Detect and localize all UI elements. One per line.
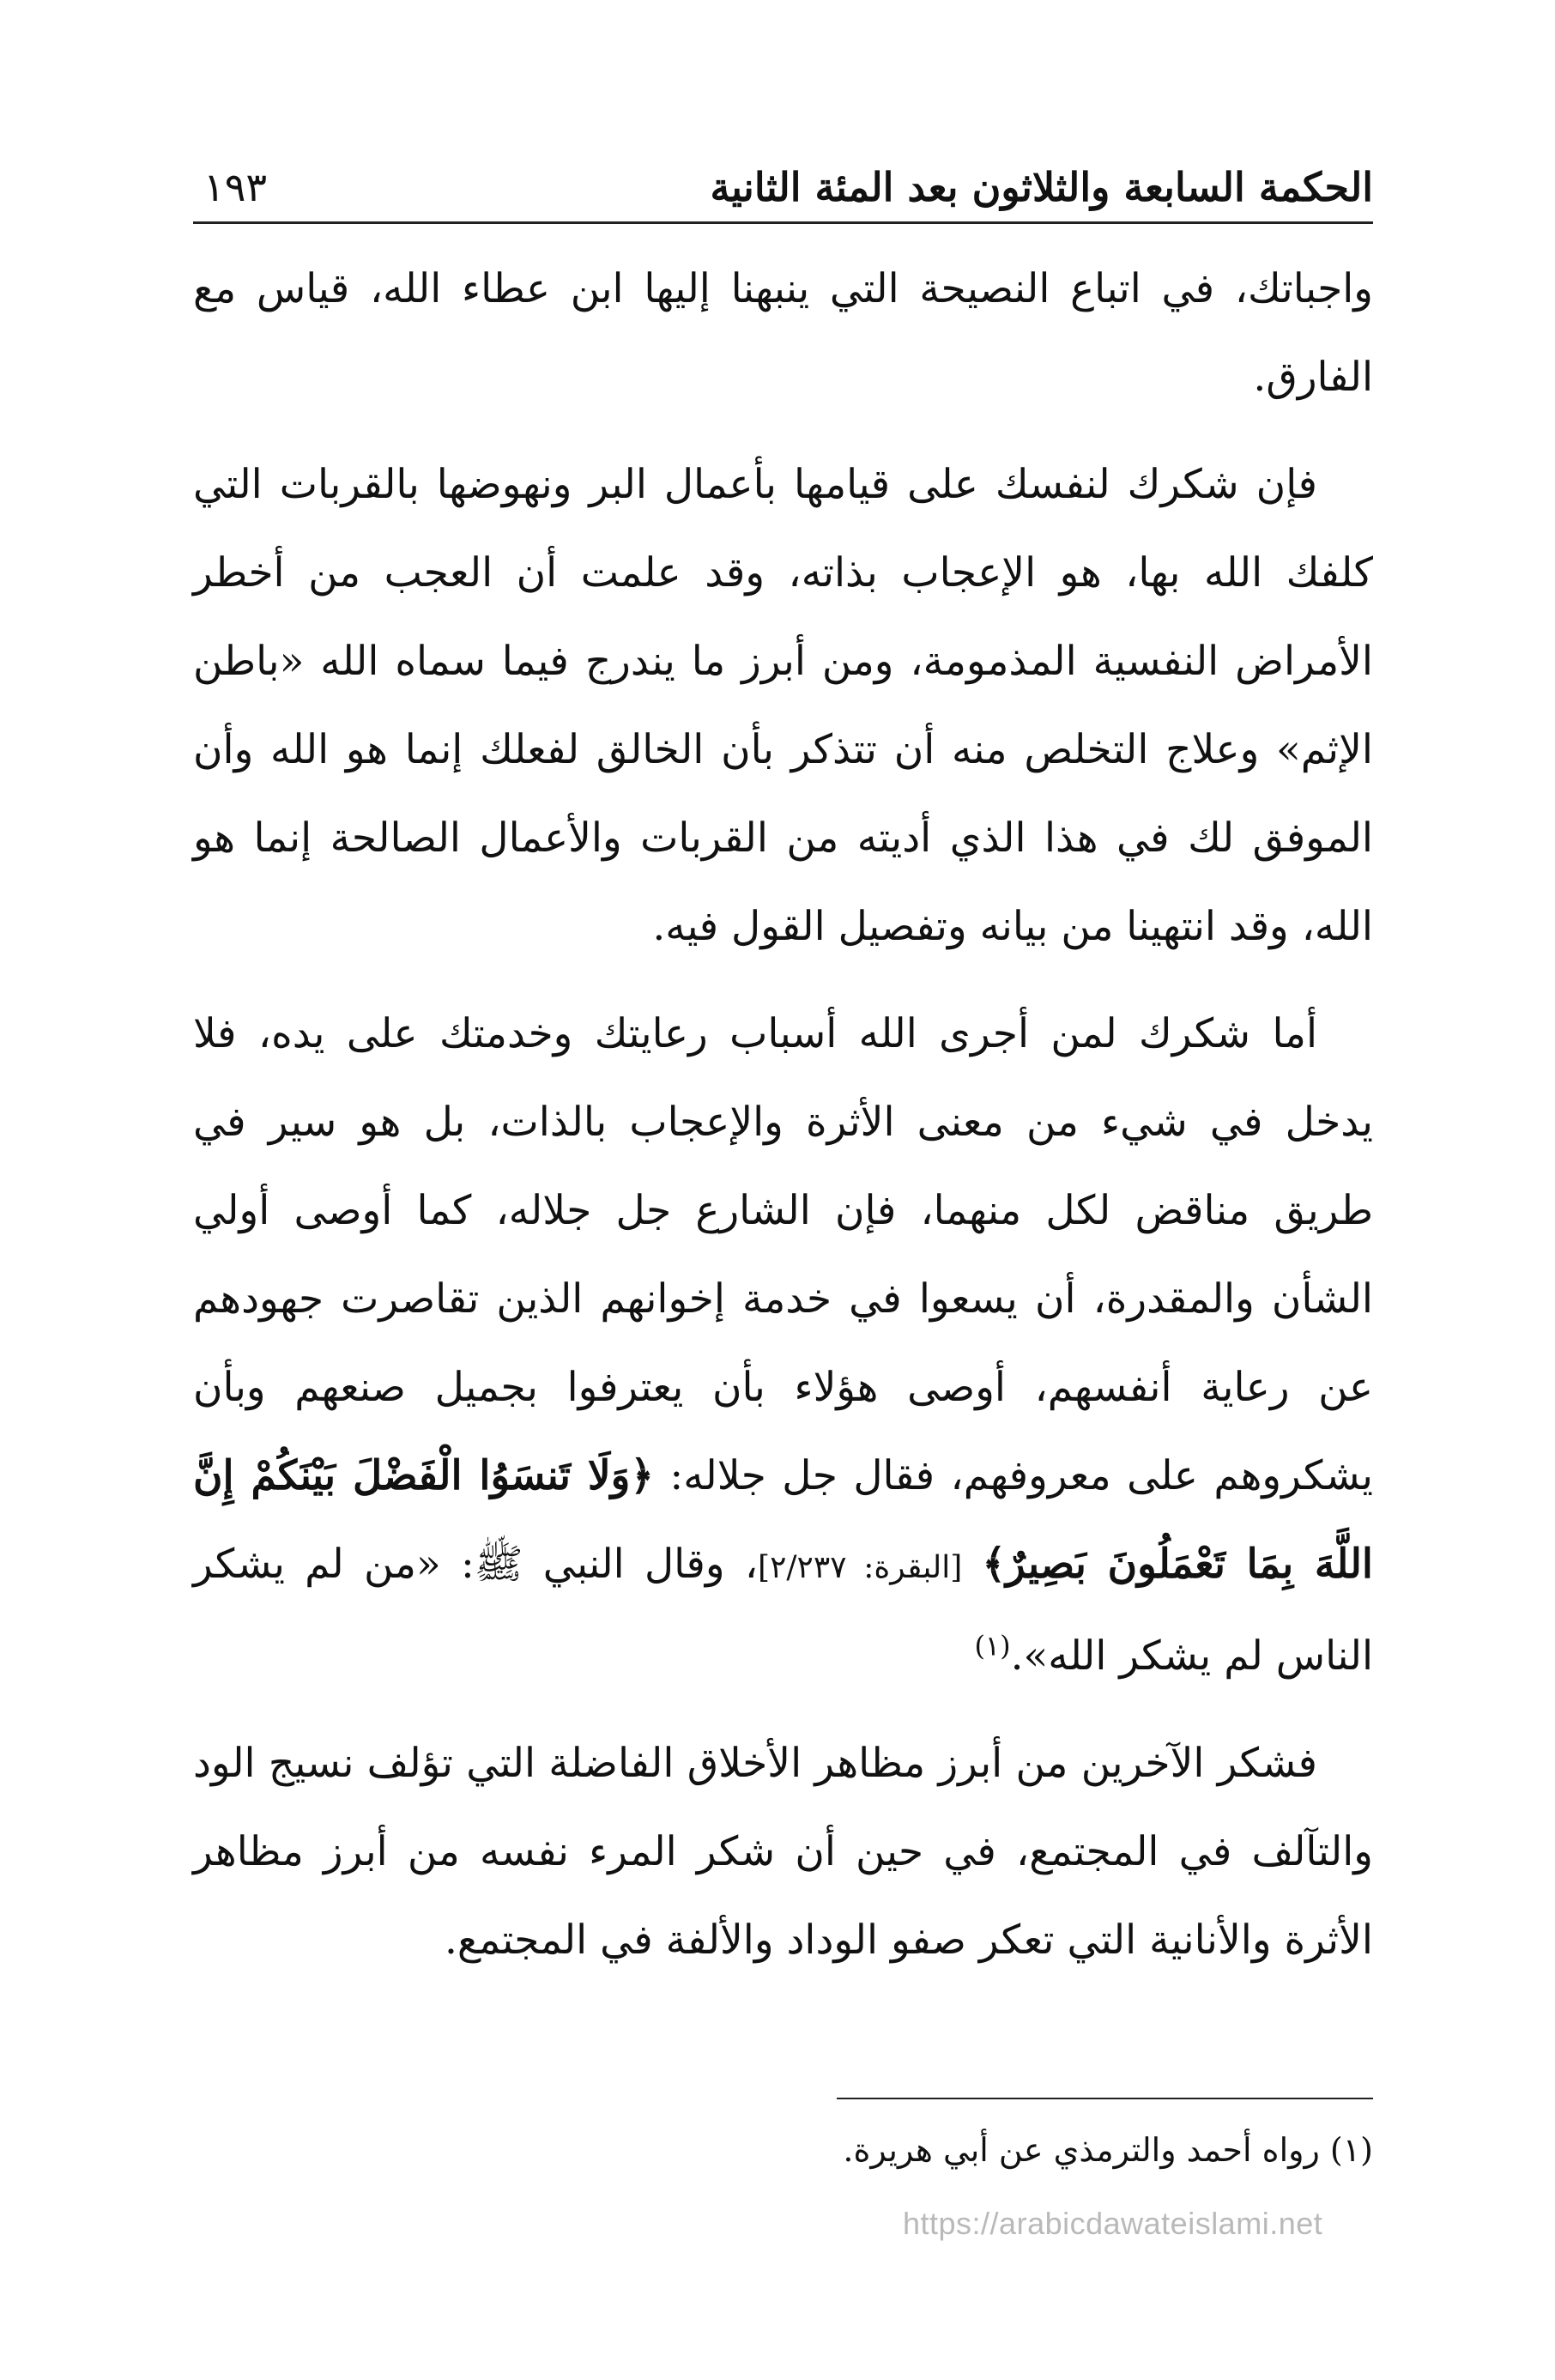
chapter-title: الحكمة السابعة والثلاثون بعد المئة الثانية [710,164,1373,210]
header-divider [193,221,1373,224]
paragraph-3 [193,990,1373,1700]
paragraph-3-hadith: ، وقال النبي ﷺ: «من لم يشكر الناس لم يشكر الله». [193,1541,1373,1680]
watermark-url: https://arabicdawateislami.net [903,2206,1323,2241]
quran-verse: ﴿وَلَا تَنسَوُا الْفَضْلَ بَيْنَكُمْ إِنَّ اللَّهَ بِمَا تَعْمَلُونَ بَصِيرٌ﴾ [193,1452,1373,1588]
footnote-divider [837,2098,1373,2099]
page-number: ١٩٣ [203,164,268,210]
paragraph-4: فشكر الآخرين من أبرز مظاهر الأخلاق الفاضلة التي تؤلف نسيج الود والتآلف في المجتمع، في حين أن شكر المرء نفسه من أبرز مظاهر الأثرة والأنانية التي تعكر صفو الوداد والألفة في المجتمع. [193,1740,1373,1964]
paragraph-3-text: أما شكرك لمن أجرى الله أسباب رعايتك وخدمتك على يده، فلا يدخل في شيء من معنى الأثرة والإعجاب بالذات، بل هو سير في طريق مناقض لكل منهما، فإن الشارع جل جلاله، كما أوصى أولي الشأن والمقدرة، أن يسعوا في خدمة إخوانهم الذين تقاصرت جهودهم عن رعاية أنفسهم، أوصى هؤلاء بأن يعترفوا بجميل صنعهم وبأن يشكروهم على معروفهم، فقال جل جلاله: [193,1010,1373,1499]
paragraph-1: واجباتك، في اتباع النصيحة التي ينبهنا إليها ابن عطاء الله، قياس مع الفارق. [193,265,1373,401]
footnote: (١) رواه أحمد والترمذي عن أبي هريرة. [843,2131,1373,2169]
main-text [193,245,1373,2003]
running-header [193,153,1373,221]
verse-reference: [البقرة: ٢/٢٣٧] [758,1550,963,1585]
footnote-marker: (١) [974,1629,1011,1662]
paragraph-2: فإن شكرك لنفسك على قيامها بأعمال البر ونهوضها بالقربات التي كلفك الله بها، هو الإعجاب بذاته، وقد علمت أن العجب من أخطر الأمراض النفسية المذمومة، ومن أبرز ما يندرج فيما سماه الله «باطن الإثم» وعلاج التخلص منه أن تتذكر بأن الخالق لفعلك إنما هو الله وأن الموفق لك في هذا الذي أديته من القربات والأعمال الصالحة إنما هو الله، وقد انتهينا من بيانه وتفصيل القول فيه. [193,461,1373,950]
